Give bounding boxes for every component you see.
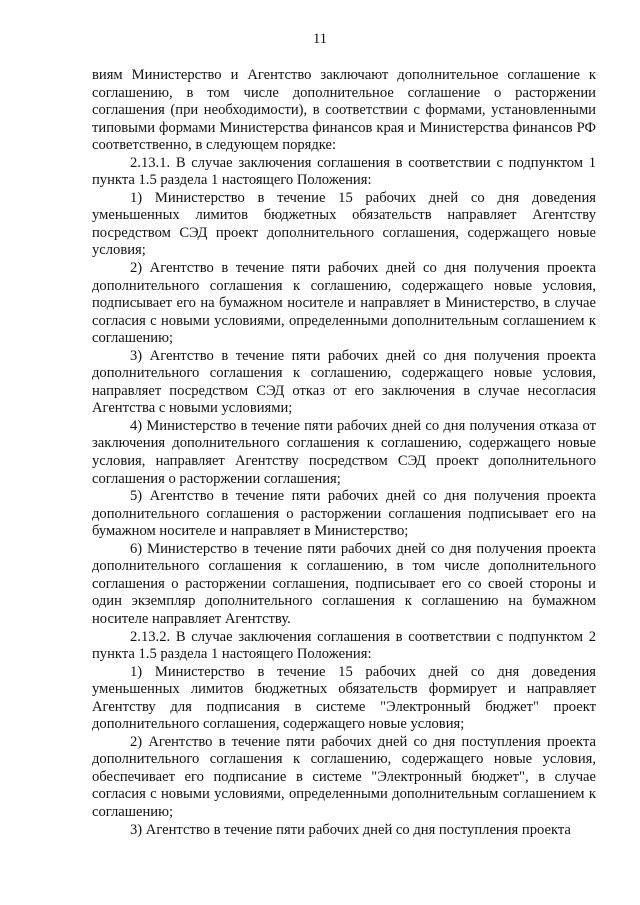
paragraph-2-13-1-item-1: 1) Министерство в течение 15 рабочих дней со дня доведения уменьшенных лимитов бюджетных обязательств направляет Агентству посредством СЭД проект дополнительного соглашения, содержащего новые условия; — [92, 189, 596, 259]
paragraph-2-13-1-item-2: 2) Агентство в течение пяти рабочих дней со дня получения проекта дополнительного соглашения к соглашению, содержащего новые условия, подписывает его на бумажном носителе и направляет в Министерство, в случае согласия с новыми условиями, определенными дополнительным соглашением к соглашению; — [92, 260, 596, 347]
paragraph-2-13-2-item-3: 3) Агентство в течение пяти рабочих дней со дня поступления проекта — [130, 821, 571, 838]
paragraph-2-13-2-item-2: 2) Агентство в течение пяти рабочих дней со дня поступления проекта дополнительного соглашения к соглашению, содержащего новые условия, обеспечивает его подписание в системе "Электронный бюджет", в случае согласия с новыми условиями, определенными дополнительным соглашением к соглашению; — [92, 733, 596, 820]
paragraph-2-13-1: 2.13.1. В случае заключения соглашения в соответствии с подпунктом 1 пункта 1.5 раздела 1 настоящего Положения: — [92, 154, 596, 189]
paragraph-2-13-2-item-1: 1) Министерство в течение 15 рабочих дней со дня доведения уменьшенных лимитов бюджетных обязательств формирует и направляет Агентству для подписания в системе "Электронный бюджет" проект дополнительного соглашения, содержащего новые условия; — [92, 663, 596, 733]
page-number: 11 — [313, 31, 327, 47]
paragraph-2-13-1-item-5: 5) Агентство в течение пяти рабочих дней со дня получения проекта дополнительного соглашения о расторжении соглашения подписывает его на бумажном носителе и направляет в Министерство; — [92, 488, 596, 540]
paragraph-2-13-1-item-6: 6) Министерство в течение пяти рабочих дней со дня получения проекта дополнительного соглашения к соглашению, в том числе дополнительного соглашения о расторжении соглашения, подписывает его со своей стороны и один экземпляр дополнительного соглашения к соглашению на бумажном носителе направляет Агентству. — [92, 540, 596, 627]
paragraph-2-13-2: 2.13.2. В случае заключения соглашения в соответствии с подпунктом 2 пункта 1.5 раздела 1 настоящего Положения: — [92, 628, 596, 663]
paragraph-2-13-1-item-3: 3) Агентство в течение пяти рабочих дней со дня получения проекта дополнительного соглашения к соглашению, содержащего новые условия, направляет посредством СЭД отказ от его заключения в случае несогласия Агентства с новыми условиями; — [92, 347, 596, 417]
document-body — [92, 67, 596, 839]
paragraph-2-13-1-item-4: 4) Министерство в течение пяти рабочих дней со дня получения отказа от заключения дополнительного соглашения к соглашению, содержащего новые условия, направляет Агентству посредством СЭД проект дополнительного соглашения о расторжении соглашения; — [92, 417, 596, 487]
paragraph-continuation: виям Министерство и Агентство заключают дополнительное соглашение к соглашению, в том числе дополнительное соглашение о расторжении соглашения (при необходимости), в соответствии с формами, установленными типовыми формами Министерства финансов края и Министерства финансов РФ соответственно, в следующем порядке: — [92, 67, 596, 154]
